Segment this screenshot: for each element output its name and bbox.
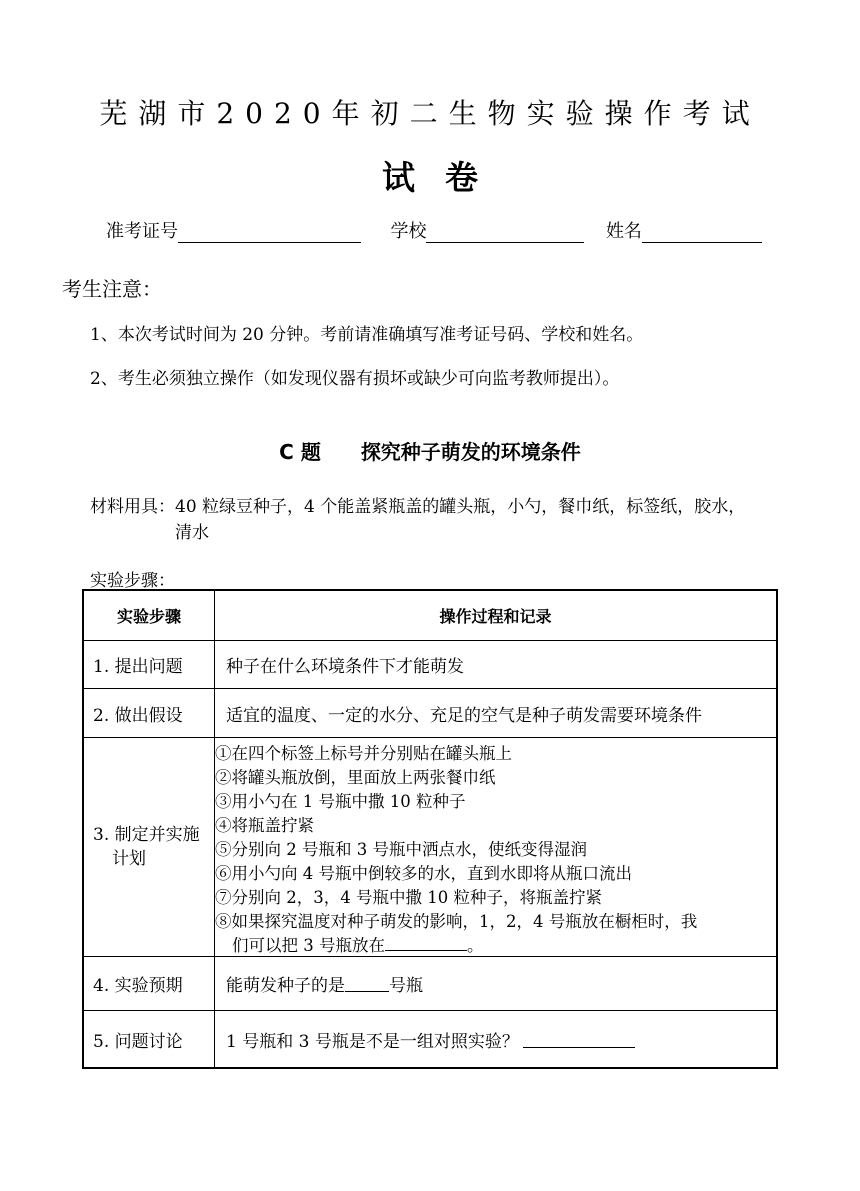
plan-step: ⑤分别向 2 号瓶和 3 号瓶中洒点水，使纸变得湿润 bbox=[215, 840, 587, 859]
jar-answer-blank[interactable] bbox=[345, 975, 389, 992]
table-row bbox=[84, 737, 776, 956]
step-cell: 4. 实验预期 bbox=[84, 957, 215, 1010]
exam-title: 芜湖市2020年初二生物实验操作考试 bbox=[99, 97, 761, 130]
header-step: 实验步骤 bbox=[84, 591, 215, 640]
discussion-answer-blank[interactable] bbox=[523, 1031, 635, 1048]
plan-step: ④将瓶盖拧紧 bbox=[215, 816, 314, 835]
header-process: 操作过程和记录 bbox=[439, 607, 552, 626]
step-cell bbox=[84, 738, 215, 956]
content-cell bbox=[215, 957, 776, 1010]
content-cell: 种子在什么环境条件下才能萌发 bbox=[226, 657, 464, 677]
step-line: 计划 bbox=[112, 849, 146, 869]
notice-item: 2、考生必须独立操作（如发现仪器有损坏或缺少可向监考教师提出）。 bbox=[90, 369, 620, 389]
step-cell: 1. 提出问题 bbox=[84, 641, 215, 688]
table-row bbox=[84, 1010, 776, 1067]
exam-id-label: 准考证号 bbox=[106, 221, 178, 242]
table-header-row bbox=[84, 591, 776, 640]
content-text: 1 号瓶和 3 号瓶是不是一组对照实验？ bbox=[226, 1031, 519, 1052]
table-row bbox=[84, 956, 776, 1010]
name-label: 姓名 bbox=[605, 221, 642, 242]
table-row bbox=[84, 688, 776, 737]
experiment-table bbox=[82, 589, 778, 1069]
plan-step: ③用小勺在 1 号瓶中撒 10 粒种子 bbox=[215, 792, 466, 811]
name-field[interactable] bbox=[642, 224, 762, 243]
plan-step: ⑧如果探究温度对种子萌发的影响，1，2，4 号瓶放在橱柜时，我 bbox=[215, 912, 698, 931]
plan-steps bbox=[215, 738, 776, 956]
question-code: C 题 bbox=[279, 440, 321, 464]
candidate-info bbox=[106, 217, 762, 243]
school-field[interactable] bbox=[426, 224, 584, 243]
plan-step-text: 。 bbox=[467, 936, 484, 955]
notice-item: 1、本次考试时间为 20 分钟。考前请准确填写准考证号码、学校和姓名。 bbox=[90, 325, 644, 345]
steps-label: 实验步骤： bbox=[90, 571, 175, 591]
school-label: 学校 bbox=[390, 221, 427, 242]
content-cell: 适宜的温度、一定的水分、充足的空气是种子萌发需要环境条件 bbox=[226, 705, 702, 726]
plan-step: ⑥用小勺向 4 号瓶中倒较多的水，直到水即将从瓶口流出 bbox=[215, 864, 632, 883]
step-line: 3. 制定并实施 bbox=[93, 825, 200, 845]
exam-subtitle: 试卷 bbox=[382, 158, 508, 197]
plan-step bbox=[215, 934, 776, 958]
step-cell: 2. 做出假设 bbox=[84, 689, 215, 737]
materials-line: 清水 bbox=[175, 523, 209, 543]
plan-step: ②将罐头瓶放倒，里面放上两张餐巾纸 bbox=[215, 768, 496, 787]
materials-line: 材料用具：40 粒绿豆种子，4 个能盖紧瓶盖的罐头瓶，小勺，餐巾纸，标签纸，胶水， bbox=[90, 497, 746, 517]
question-name: 探究种子萌发的环境条件 bbox=[360, 440, 581, 464]
question-title bbox=[0, 436, 860, 465]
content-text: 号瓶 bbox=[389, 976, 423, 996]
exam-id-field[interactable] bbox=[178, 224, 361, 243]
location-answer-blank[interactable] bbox=[385, 934, 467, 951]
materials bbox=[90, 494, 790, 546]
plan-step: ⑦分别向 2，3，4 号瓶中撒 10 粒种子，将瓶盖拧紧 bbox=[215, 888, 602, 907]
content-cell bbox=[215, 1011, 776, 1067]
plan-step-text: 们可以把 3 号瓶放在 bbox=[232, 936, 385, 955]
table-row bbox=[84, 640, 776, 688]
step-cell: 5. 问题讨论 bbox=[84, 1011, 215, 1067]
plan-step: ①在四个标签上标号并分别贴在罐头瓶上 bbox=[215, 744, 512, 763]
notice-heading: 考生注意： bbox=[62, 277, 162, 301]
content-text: 能萌发种子的是 bbox=[226, 976, 345, 996]
